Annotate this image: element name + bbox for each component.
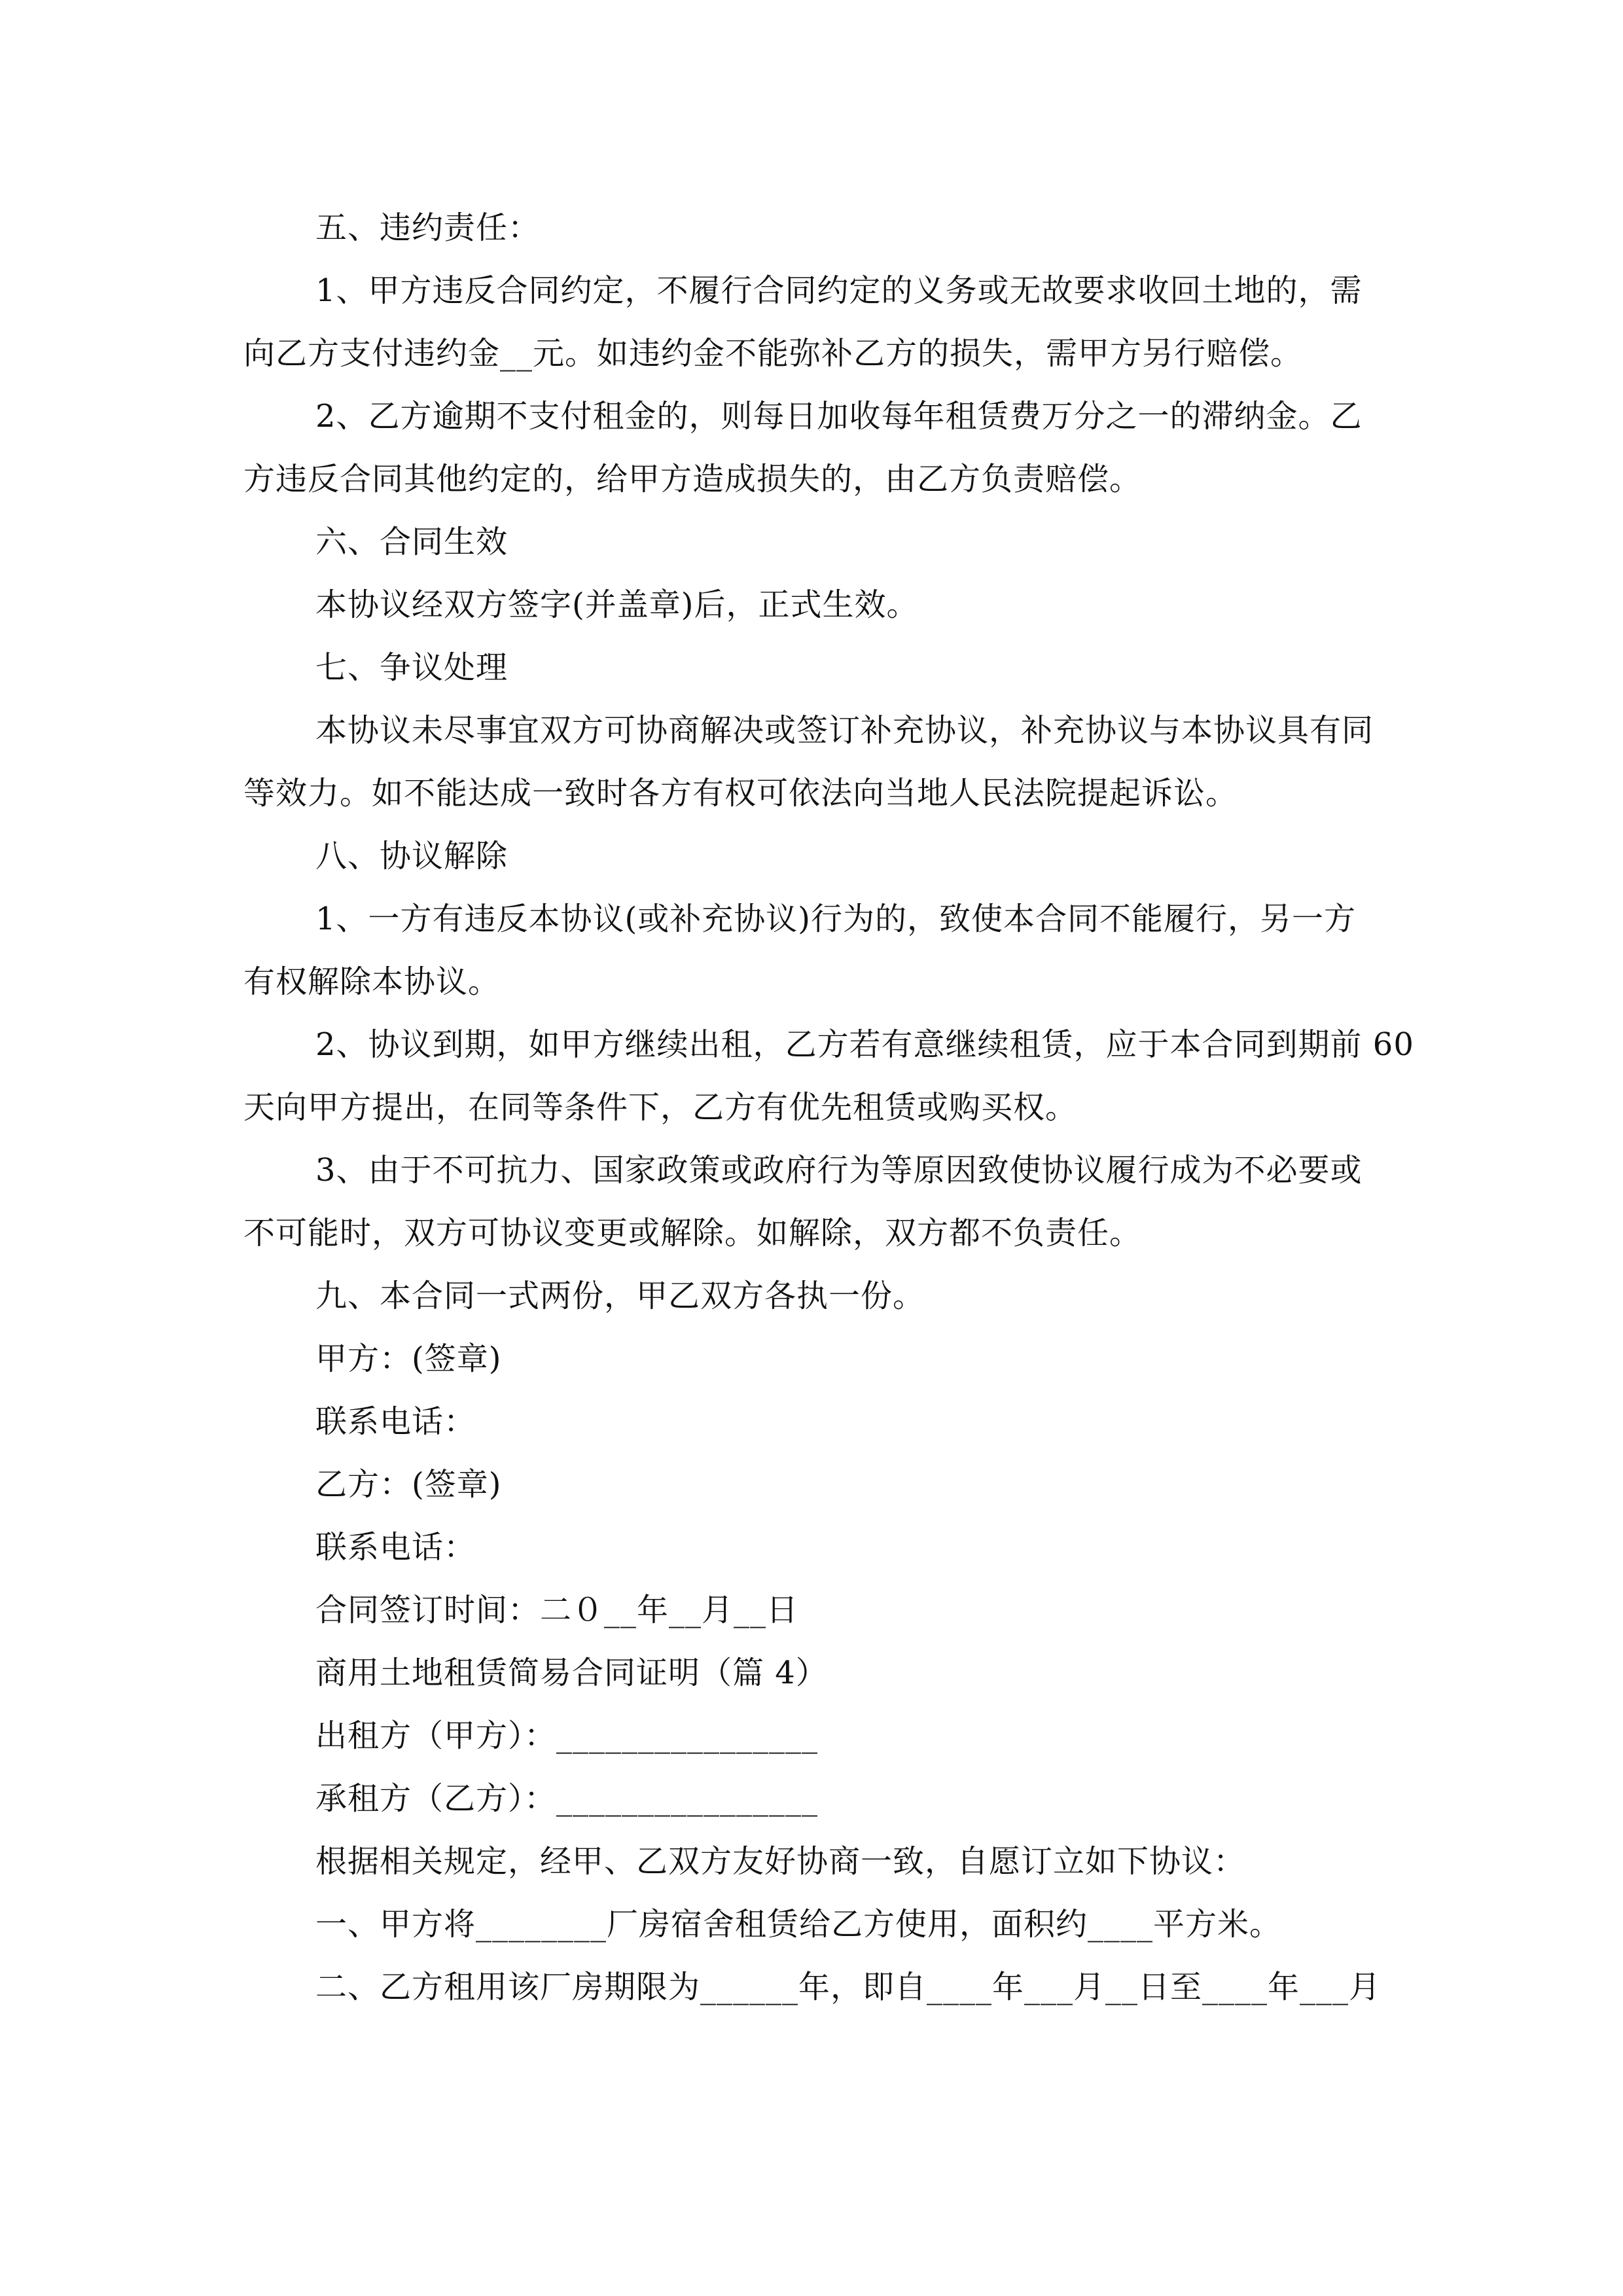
paragraph-line: 天向甲方提出，在同等条件下，乙方有优先租赁或购买权。	[243, 1089, 1078, 1126]
paragraph-line: 根据相关规定，经甲、乙双方友好协商一致，自愿订立如下协议：	[315, 1843, 1246, 1880]
paragraph-line: 1、甲方违反合同约定，不履行合同约定的义务或无故要求收回土地的，需	[315, 272, 1363, 309]
paragraph-line: 方违反合同其他约定的，给甲方造成损失的，由乙方负责赔偿。	[243, 461, 1142, 497]
contract-title-part4: 商用土地租赁简易合同证明（篇 4）	[315, 1655, 828, 1691]
paragraph-line: 3、由于不可抗力、国家政策或政府行为等原因致使协议履行成为不必要或	[315, 1152, 1363, 1189]
party-b-phone: 联系电话：	[315, 1529, 476, 1566]
party-a-phone: 联系电话：	[315, 1403, 476, 1440]
signing-date: 合同签订时间：二０__年__月__日	[315, 1592, 799, 1628]
clause-one: 一、甲方将________厂房宿舍租赁给乙方使用，面积约____平方米。	[315, 1906, 1282, 1943]
paragraph-line: 1、一方有违反本协议(或补充协议)行为的，致使本合同不能履行，另一方	[315, 901, 1356, 937]
paragraph-line: 2、协议到期，如甲方继续出租，乙方若有意继续租赁，应于本合同到期前 60	[315, 1026, 1414, 1063]
lessee-field: 承租方（乙方）：________________	[315, 1780, 819, 1817]
section-heading-effect: 六、合同生效	[315, 524, 508, 560]
party-a-signature: 甲方：(签章)	[315, 1340, 502, 1377]
paragraph-line: 等效力。如不能达成一致时各方有权可依法向当地人民法院提起诉讼。	[243, 775, 1238, 812]
party-b-signature: 乙方：(签章)	[315, 1466, 502, 1503]
paragraph-line: 有权解除本协议。	[243, 963, 501, 1000]
section-heading-termination: 八、协议解除	[315, 838, 508, 874]
section-heading-breach: 五、违约责任：	[315, 209, 541, 246]
section-heading-dispute: 七、争议处理	[315, 649, 508, 686]
paragraph-line: 2、乙方逾期不支付租金的，则每日加收每年租赁费万分之一的滞纳金。乙	[315, 398, 1363, 435]
paragraph-line: 九、本合同一式两份，甲乙双方各执一份。	[315, 1278, 925, 1314]
clause-two: 二、乙方租用该厂房期限为______年，即自____年___月__日至____年___月	[315, 1969, 1382, 2005]
paragraph-line: 本协议经双方签字(并盖章)后，正式生效。	[315, 586, 919, 623]
paragraph-line: 不可能时，双方可协议变更或解除。如解除，双方都不负责任。	[243, 1215, 1142, 1251]
paragraph-line: 向乙方支付违约金__元。如违约金不能弥补乙方的损失，需甲方另行赔偿。	[243, 335, 1303, 372]
paragraph-line: 本协议未尽事宜双方可协商解决或签订补充协议，补充协议与本协议具有同	[315, 712, 1374, 749]
lessor-field: 出租方（甲方）：________________	[315, 1717, 819, 1754]
document-body	[243, 196, 1414, 2018]
